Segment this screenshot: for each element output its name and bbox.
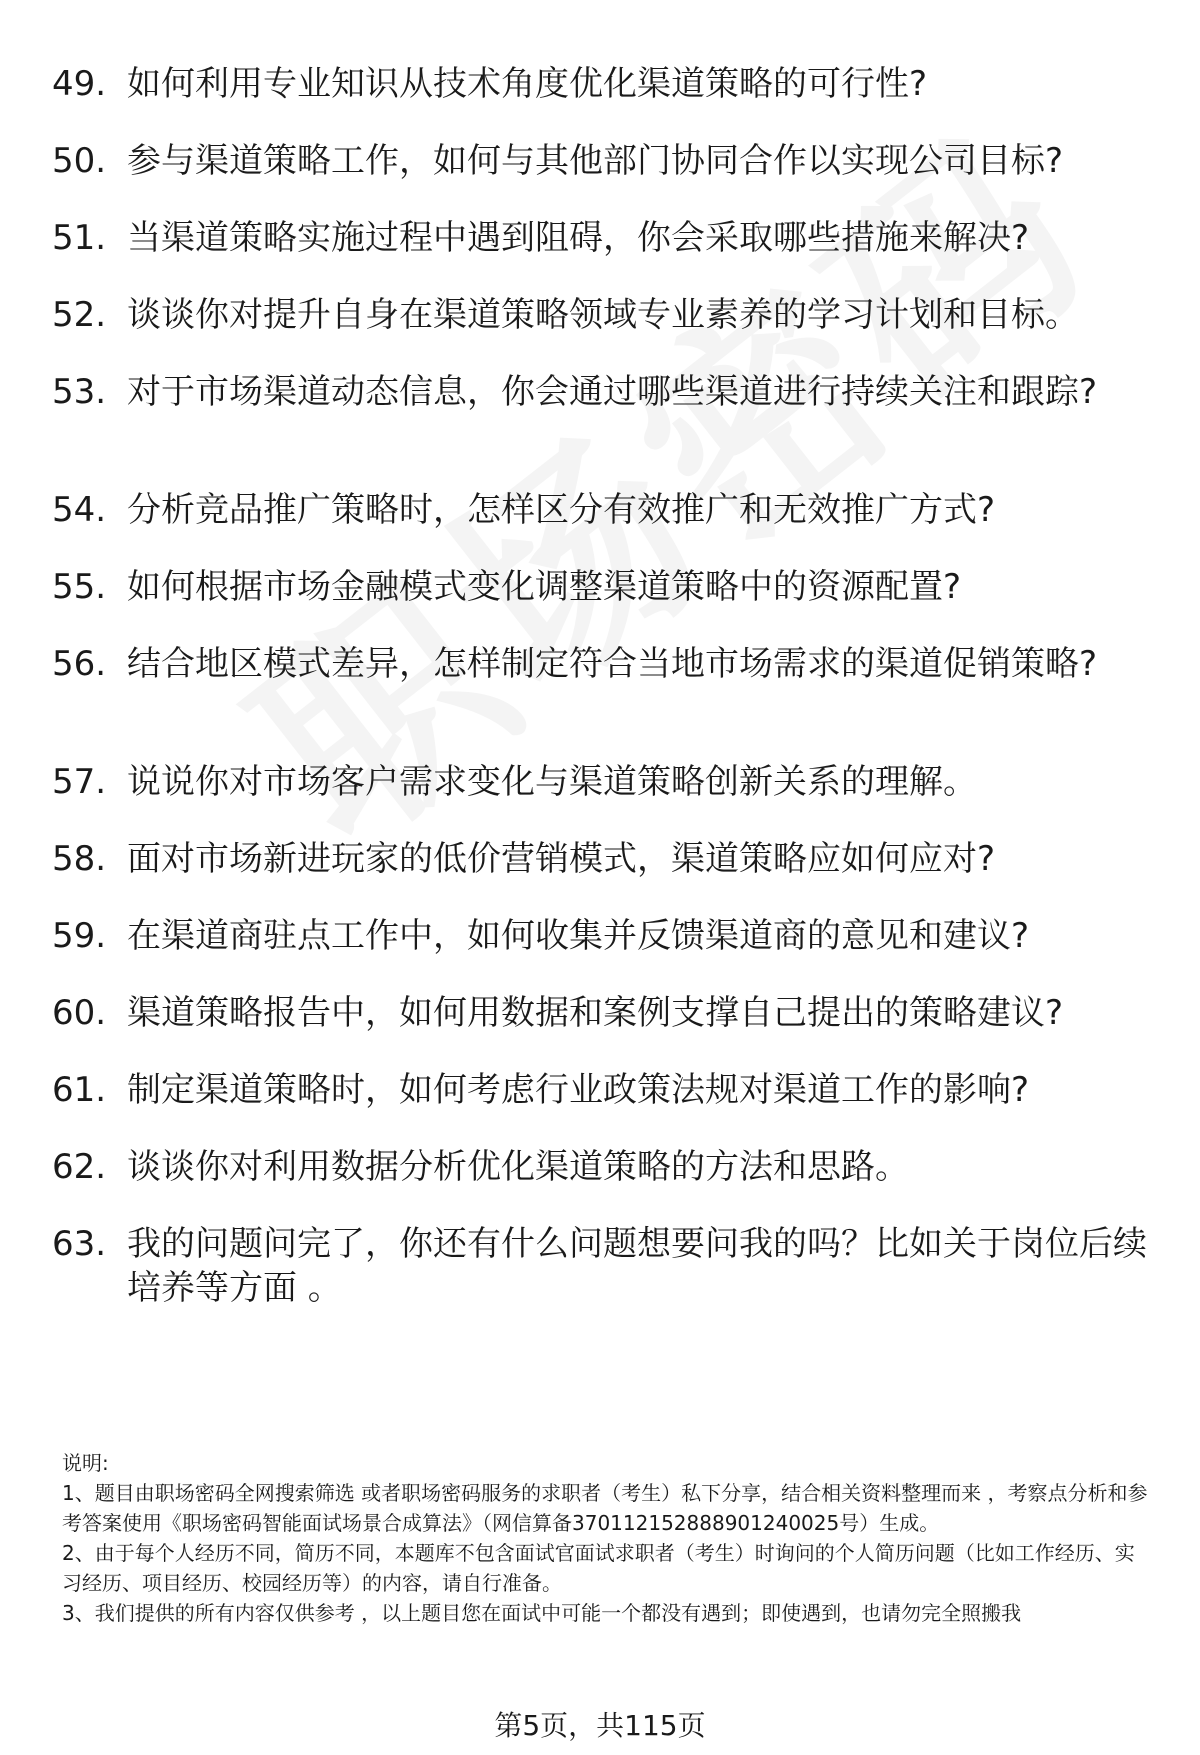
question-text: 参与渠道策略工作，如何与其他部门协同合作以实现公司目标? (127, 141, 1064, 181)
question-text: 如何根据市场金融模式变化调整渠道策略中的资源配置? (127, 567, 962, 607)
question-text: 分析竞品推广策略时，怎样区分有效推广和无效推广方式? (127, 490, 996, 530)
question-text: 当渠道策略实施过程中遇到阻碍，你会采取哪些措施来解决? (127, 218, 1030, 258)
question-number: 55. (52, 567, 107, 607)
question-item (52, 760, 1162, 804)
question-number: 52. (52, 295, 107, 335)
question-item (52, 216, 1162, 260)
question-number: 57. (52, 762, 107, 802)
notes-section (62, 1448, 1148, 1628)
question-item (52, 565, 1162, 609)
question-item (52, 837, 1162, 881)
question-number: 61. (52, 1070, 107, 1110)
question-text: 谈谈你对提升自身在渠道策略领域专业素养的学习计划和目标。 (127, 295, 1079, 335)
question-text: 制定渠道策略时，如何考虑行业政策法规对渠道工作的影响? (127, 1070, 1030, 1110)
question-number: 53. (52, 372, 107, 412)
question-number: 51. (52, 218, 107, 258)
note-item: 1、题目由职场密码全网搜索筛选 或者职场密码服务的求职者（考生）私下分享，结合相关资料整理而来 ，考察点分析和参考答案使用《职场密码智能面试场景合成算法》（网信算备370112152888901240025号）生成。 (62, 1481, 1148, 1535)
question-text: 我的问题问完了，你还有什么问题想要问我的吗？比如关于岗位后续培养等方面 。 (127, 1224, 1147, 1308)
question-number: 50. (52, 141, 107, 181)
question-text: 对于市场渠道动态信息，你会通过哪些渠道进行持续关注和跟踪? (127, 372, 1098, 412)
question-number: 54. (52, 490, 107, 530)
question-item (52, 991, 1162, 1035)
question-text: 渠道策略报告中，如何用数据和案例支撑自己提出的策略建议? (127, 993, 1064, 1033)
question-item (52, 642, 1162, 686)
page-number: 第5页，共115页 (494, 1709, 706, 1742)
notes-heading: 说明: (62, 1451, 109, 1475)
question-text: 说说你对市场客户需求变化与渠道策略创新关系的理解。 (127, 762, 977, 802)
question-number: 58. (52, 839, 107, 879)
question-number: 59. (52, 916, 107, 956)
note-item: 3、我们提供的所有内容仅供参考 ，以上题目您在面试中可能一个都没有遇到；即使遇到，也请勿完全照搬我 (62, 1601, 1022, 1625)
question-number: 60. (52, 993, 107, 1033)
question-text: 谈谈你对利用数据分析优化渠道策略的方法和思路。 (127, 1147, 909, 1187)
question-item (52, 488, 1162, 532)
question-item (52, 293, 1162, 337)
question-text: 如何利用专业知识从技术角度优化渠道策略的可行性? (127, 64, 928, 104)
question-item (52, 139, 1162, 183)
question-number: 56. (52, 644, 107, 684)
question-text: 在渠道商驻点工作中，如何收集并反馈渠道商的意见和建议? (127, 916, 1030, 956)
question-item (52, 370, 1162, 414)
question-number: 49. (52, 64, 107, 104)
question-number: 63. (52, 1224, 107, 1264)
question-item (52, 1068, 1162, 1112)
question-number: 62. (52, 1147, 107, 1187)
question-item (52, 62, 1162, 106)
question-item (52, 1145, 1162, 1189)
question-text: 面对市场新进玩家的低价营销模式，渠道策略应如何应对? (127, 839, 996, 879)
question-text: 结合地区模式差异，怎样制定符合当地市场需求的渠道促销策略? (127, 644, 1098, 684)
question-item (52, 1222, 1162, 1310)
note-item: 2、由于每个人经历不同，简历不同，本题库不包含面试官面试求职者（考生）时询问的个人简历问题（比如工作经历、实习经历、项目经历、校园经历等）的内容，请自行准备。 (62, 1541, 1135, 1595)
question-item (52, 914, 1162, 958)
